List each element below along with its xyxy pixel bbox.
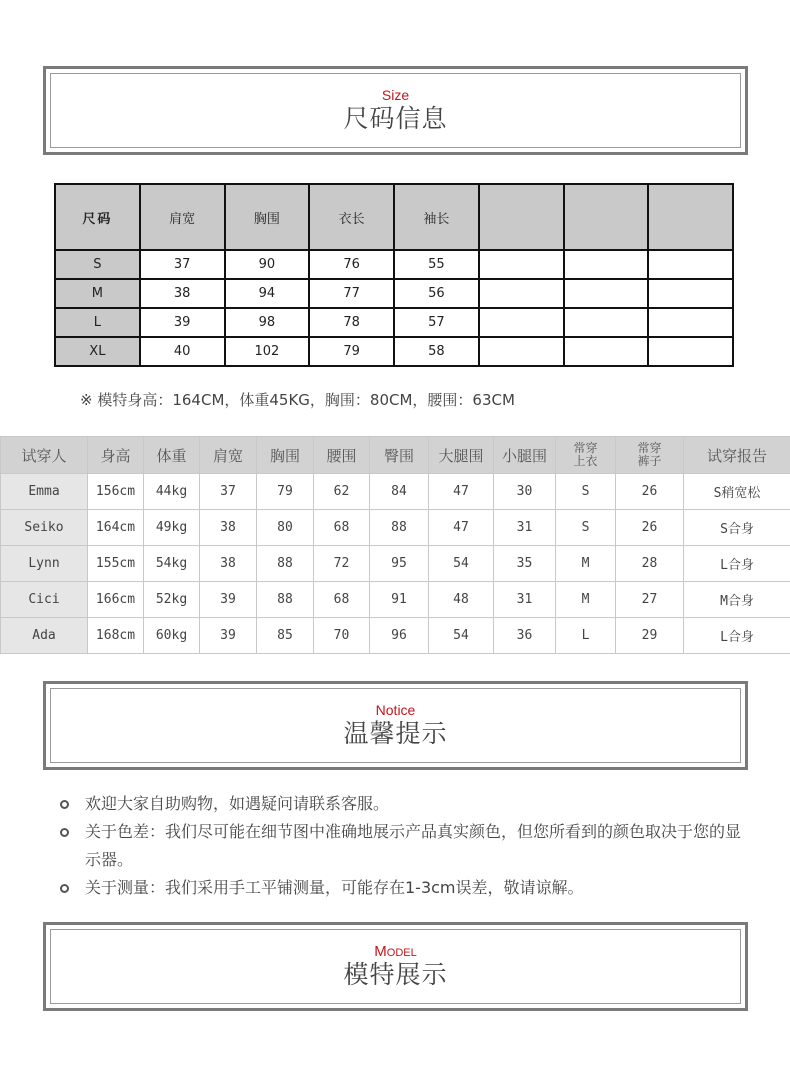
tryon-header-weight: 体重 <box>144 437 200 474</box>
tryon-cell-name: Ada <box>1 618 88 654</box>
tryon-cell-name: Lynn <box>1 546 88 582</box>
tryon-cell: 39 <box>200 618 257 654</box>
tryon-cell: 72 <box>314 546 370 582</box>
size-cell: 40 <box>140 337 225 366</box>
tryon-header-usual-pants <box>616 437 684 474</box>
tryon-header-usual-top-line1: 常穿 <box>573 441 598 455</box>
size-cell <box>479 337 564 366</box>
tryon-cell: 54 <box>429 546 494 582</box>
tryon-cell: 70 <box>314 618 370 654</box>
size-cell-label: XL <box>55 337 140 366</box>
size-table <box>54 183 734 367</box>
tryon-cell: 166cm <box>88 582 144 618</box>
tryon-header-person: 试穿人 <box>1 437 88 474</box>
tryon-cell: 38 <box>200 546 257 582</box>
size-header-size: 尺码 <box>55 184 140 250</box>
tryon-row <box>1 618 790 654</box>
size-cell: 78 <box>309 308 394 337</box>
size-cell-label: M <box>55 279 140 308</box>
size-banner-title: 尺码信息 <box>343 104 448 133</box>
tryon-cell: 29 <box>616 618 684 654</box>
size-header-sleeve: 袖长 <box>394 184 479 250</box>
bullet-circle-icon <box>60 800 69 809</box>
size-cell <box>479 250 564 279</box>
tryon-header-chest: 胸围 <box>257 437 314 474</box>
notice-item <box>60 818 750 874</box>
notice-item <box>60 874 750 902</box>
tryon-table <box>0 436 790 654</box>
model-banner-title: 模特展示 <box>343 960 448 989</box>
notice-text: 关于测量：我们采用手工平铺测量，可能存在1-3cm误差，敬请谅解。 <box>85 878 584 897</box>
tryon-cell: 49kg <box>144 510 200 546</box>
bullet-circle-icon <box>60 828 69 837</box>
size-cell-label: S <box>55 250 140 279</box>
tryon-cell: 27 <box>616 582 684 618</box>
tryon-cell: 85 <box>257 618 314 654</box>
tryon-cell: 26 <box>616 510 684 546</box>
size-cell <box>479 308 564 337</box>
tryon-cell: 30 <box>494 474 556 510</box>
size-cell: 58 <box>394 337 479 366</box>
tryon-cell: L <box>556 618 616 654</box>
tryon-cell: 88 <box>257 582 314 618</box>
model-measurement-note: ※ 模特身高：164CM，体重45KG，胸围：80CM，腰围：63CM <box>80 391 515 409</box>
size-cell: 77 <box>309 279 394 308</box>
tryon-cell-name: Seiko <box>1 510 88 546</box>
tryon-header-calf: 小腿围 <box>494 437 556 474</box>
tryon-cell: 164cm <box>88 510 144 546</box>
tryon-cell: M合身 <box>684 582 790 618</box>
tryon-cell: 48 <box>429 582 494 618</box>
size-banner-inner <box>50 73 741 148</box>
tryon-cell: 168cm <box>88 618 144 654</box>
tryon-cell: 31 <box>494 582 556 618</box>
tryon-cell: 95 <box>370 546 429 582</box>
tryon-cell: 47 <box>429 474 494 510</box>
tryon-cell: 60kg <box>144 618 200 654</box>
size-cell: 79 <box>309 337 394 366</box>
size-table-row <box>55 337 733 366</box>
tryon-row <box>1 474 790 510</box>
tryon-cell: 26 <box>616 474 684 510</box>
tryon-header-thigh: 大腿围 <box>429 437 494 474</box>
tryon-cell: 88 <box>370 510 429 546</box>
tryon-row <box>1 582 790 618</box>
tryon-cell: 91 <box>370 582 429 618</box>
tryon-cell: M <box>556 546 616 582</box>
tryon-cell: 44kg <box>144 474 200 510</box>
bullet-circle-icon <box>60 884 69 893</box>
tryon-cell: S <box>556 474 616 510</box>
notice-banner-title: 温馨提示 <box>343 719 448 748</box>
tryon-cell: M <box>556 582 616 618</box>
tryon-cell: 38 <box>200 510 257 546</box>
notice-text: 关于色差：我们尽可能在细节图中准确地展示产品真实颜色，但您所看到的颜色取决于您的显示器。 <box>85 822 742 869</box>
notice-banner-inner <box>50 688 741 763</box>
tryon-cell: 36 <box>494 618 556 654</box>
size-cell <box>564 250 649 279</box>
notice-item <box>60 790 750 818</box>
size-header-empty <box>564 184 649 250</box>
size-cell: 76 <box>309 250 394 279</box>
size-header-length: 衣长 <box>309 184 394 250</box>
size-cell: 102 <box>225 337 310 366</box>
size-cell: 55 <box>394 250 479 279</box>
notice-section-banner <box>43 681 748 770</box>
tryon-cell-name: Emma <box>1 474 88 510</box>
notice-list <box>60 790 750 902</box>
size-header-chest: 胸围 <box>225 184 310 250</box>
size-banner-en: Size <box>381 87 410 103</box>
size-cell-label: L <box>55 308 140 337</box>
tryon-cell: 37 <box>200 474 257 510</box>
size-table-header-row <box>55 184 733 250</box>
size-cell <box>648 308 733 337</box>
tryon-cell: 68 <box>314 582 370 618</box>
tryon-row <box>1 546 790 582</box>
tryon-cell: L合身 <box>684 546 790 582</box>
size-table-row <box>55 279 733 308</box>
tryon-cell: S <box>556 510 616 546</box>
size-cell: 38 <box>140 279 225 308</box>
tryon-header-waist: 腰围 <box>314 437 370 474</box>
size-cell <box>648 250 733 279</box>
tryon-cell: 79 <box>257 474 314 510</box>
tryon-cell: 54 <box>429 618 494 654</box>
size-header-empty <box>479 184 564 250</box>
size-cell <box>564 279 649 308</box>
tryon-cell: 88 <box>257 546 314 582</box>
tryon-cell: 54kg <box>144 546 200 582</box>
tryon-cell: S合身 <box>684 510 790 546</box>
size-cell <box>648 337 733 366</box>
size-cell: 37 <box>140 250 225 279</box>
size-cell: 90 <box>225 250 310 279</box>
size-cell: 56 <box>394 279 479 308</box>
tryon-header-usual-pants-line2: 裤子 <box>637 454 662 468</box>
model-banner-en: Model <box>374 943 417 960</box>
model-banner-inner <box>50 929 741 1004</box>
size-header-shoulder: 肩宽 <box>140 184 225 250</box>
tryon-header-hip: 臀围 <box>370 437 429 474</box>
tryon-header-report: 试穿报告 <box>684 437 790 474</box>
tryon-cell: 39 <box>200 582 257 618</box>
size-section-banner <box>43 66 748 155</box>
tryon-cell-name: Cici <box>1 582 88 618</box>
model-section-banner <box>43 922 748 1011</box>
tryon-row <box>1 510 790 546</box>
tryon-cell: 28 <box>616 546 684 582</box>
tryon-cell: 47 <box>429 510 494 546</box>
size-cell <box>564 337 649 366</box>
size-cell <box>648 279 733 308</box>
tryon-cell: 52kg <box>144 582 200 618</box>
tryon-header-shoulder: 肩宽 <box>200 437 257 474</box>
size-cell <box>564 308 649 337</box>
size-cell: 39 <box>140 308 225 337</box>
tryon-header-usual-top-line2: 上衣 <box>573 454 598 468</box>
size-table-row <box>55 308 733 337</box>
tryon-cell: 31 <box>494 510 556 546</box>
tryon-header-height: 身高 <box>88 437 144 474</box>
tryon-cell: 68 <box>314 510 370 546</box>
tryon-cell: 84 <box>370 474 429 510</box>
notice-banner-en: Notice <box>375 702 416 718</box>
tryon-header-row <box>1 437 790 474</box>
tryon-header-usual-pants-line1: 常穿 <box>637 441 662 455</box>
tryon-cell: L合身 <box>684 618 790 654</box>
tryon-header-usual-top <box>556 437 616 474</box>
size-table-row <box>55 250 733 279</box>
tryon-cell: 155cm <box>88 546 144 582</box>
tryon-cell: 156cm <box>88 474 144 510</box>
tryon-cell: 80 <box>257 510 314 546</box>
size-cell: 98 <box>225 308 310 337</box>
tryon-cell: 35 <box>494 546 556 582</box>
tryon-cell: 62 <box>314 474 370 510</box>
size-cell: 57 <box>394 308 479 337</box>
tryon-cell: S稍宽松 <box>684 474 790 510</box>
size-cell <box>479 279 564 308</box>
notice-text: 欢迎大家自助购物，如遇疑问请联系客服。 <box>85 794 390 813</box>
size-cell: 94 <box>225 279 310 308</box>
tryon-cell: 96 <box>370 618 429 654</box>
size-header-empty <box>648 184 733 250</box>
